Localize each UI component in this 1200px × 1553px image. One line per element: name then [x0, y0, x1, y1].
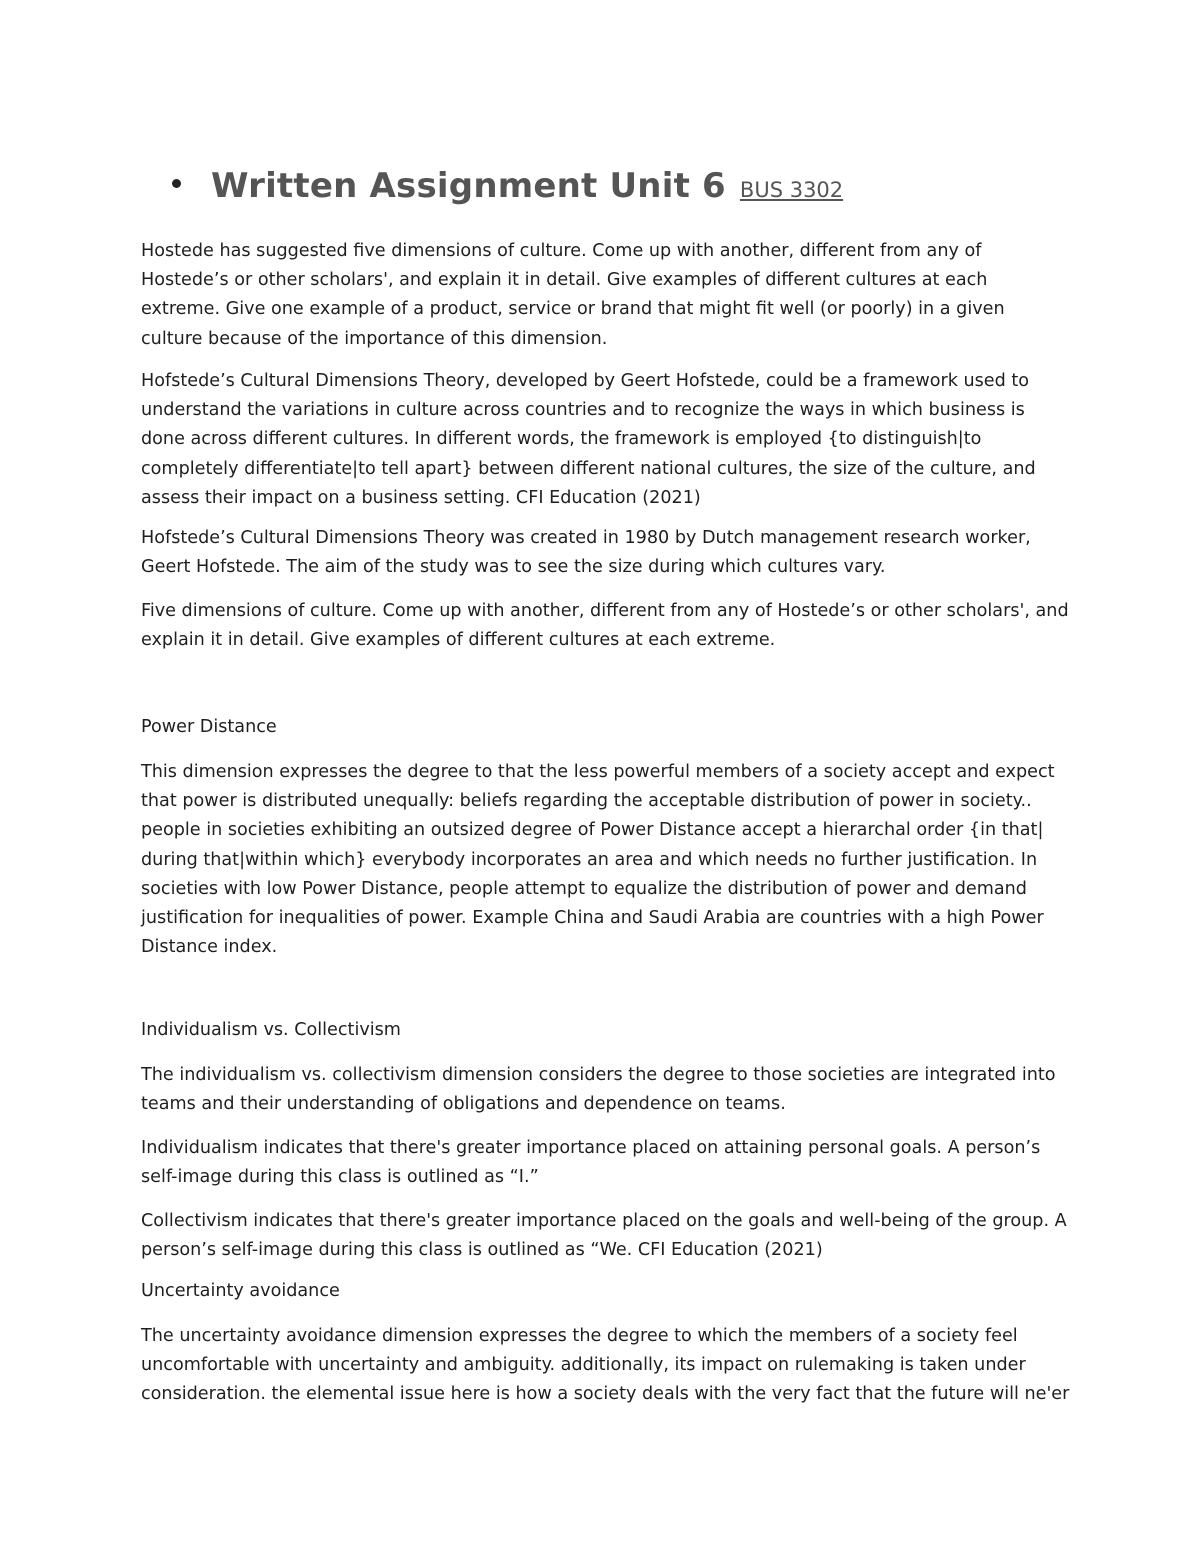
intro-paragraph-1: Hofstede’s Cultural Dimensions Theory, developed by Geert Hofstede, could be a framework used to understand the variations in culture across countries and to recognize the ways in which business is done across different cultures. In different words, the framework is employed {to distinguish|to completely differentiate|to tell apart} between different national cultures, the size of the culture, and assess their impact on a business setting. CFI Education (2021)	[141, 371, 1036, 508]
title-line	[172, 166, 851, 206]
intro-paragraph-2: Hofstede’s Cultural Dimensions Theory was created in 1980 by Dutch management research worker, Geert Hofstede. The aim of the study was to see the size during which cultures vary.	[141, 528, 1031, 578]
collectivism-definition: Collectivism indicates that there's greater importance placed on the goals and well-being of the group. A person’s self-image during this class is outlined as “We. CFI Education (2021)	[141, 1211, 1067, 1261]
individualism-definition: Individualism indicates that there's greater importance placed on attaining personal goals. A person’s self-image during this class is outlined as “I.”	[141, 1138, 1041, 1188]
intro-paragraph-3: Five dimensions of culture. Come up with another, different from any of Hostede’s or other scholars', and explain it in detail. Give examples of different cultures at each extreme.	[141, 601, 1069, 651]
bullet-icon	[172, 179, 181, 188]
individualism-paragraph: The individualism vs. collectivism dimension considers the degree to those societies are integrated into teams and their understanding of obligations and dependence on teams.	[141, 1065, 1056, 1115]
section-heading-uncertainty: Uncertainty avoidance	[141, 1281, 340, 1301]
uncertainty-paragraph: The uncertainty avoidance dimension expresses the degree to which the members of a society feel uncomfortable with uncertainty and ambiguity. additionally, its impact on rulemaking is taken under consideration. the elemental issue here is how a society deals with the very fact that the future will ne'er	[141, 1326, 1070, 1405]
document-title: Written Assignment Unit 6	[211, 166, 726, 206]
section-heading-power-distance: Power Distance	[141, 717, 277, 737]
course-code: BUS 3302	[739, 178, 844, 202]
power-distance-paragraph: This dimension expresses the degree to that the less powerful members of a society accept and expect that power is distributed unequally: beliefs regarding the acceptable distribution of power in society.. people in societies exhibiting an outsized degree of Power Distance accept a hierarchal order {in that| during that|within which} everybody incorporates an area and which needs no further justification. In societies with low Power Distance, people attempt to equalize the distribution of power and demand justification for inequalities of power. Example China and Saudi Arabia are countries with a high Power Distance index.	[141, 762, 1055, 958]
section-heading-individualism: Individualism vs. Collectivism	[141, 1020, 401, 1040]
assignment-prompt: Hostede has suggested five dimensions of culture. Come up with another, different from any of Hostede’s or other scholars', and explain it in detail. Give examples of different cultures at each extreme. Give one example of a product, service or brand that might fit well (or poorly) in a given culture because of the importance of this dimension.	[141, 241, 1005, 349]
